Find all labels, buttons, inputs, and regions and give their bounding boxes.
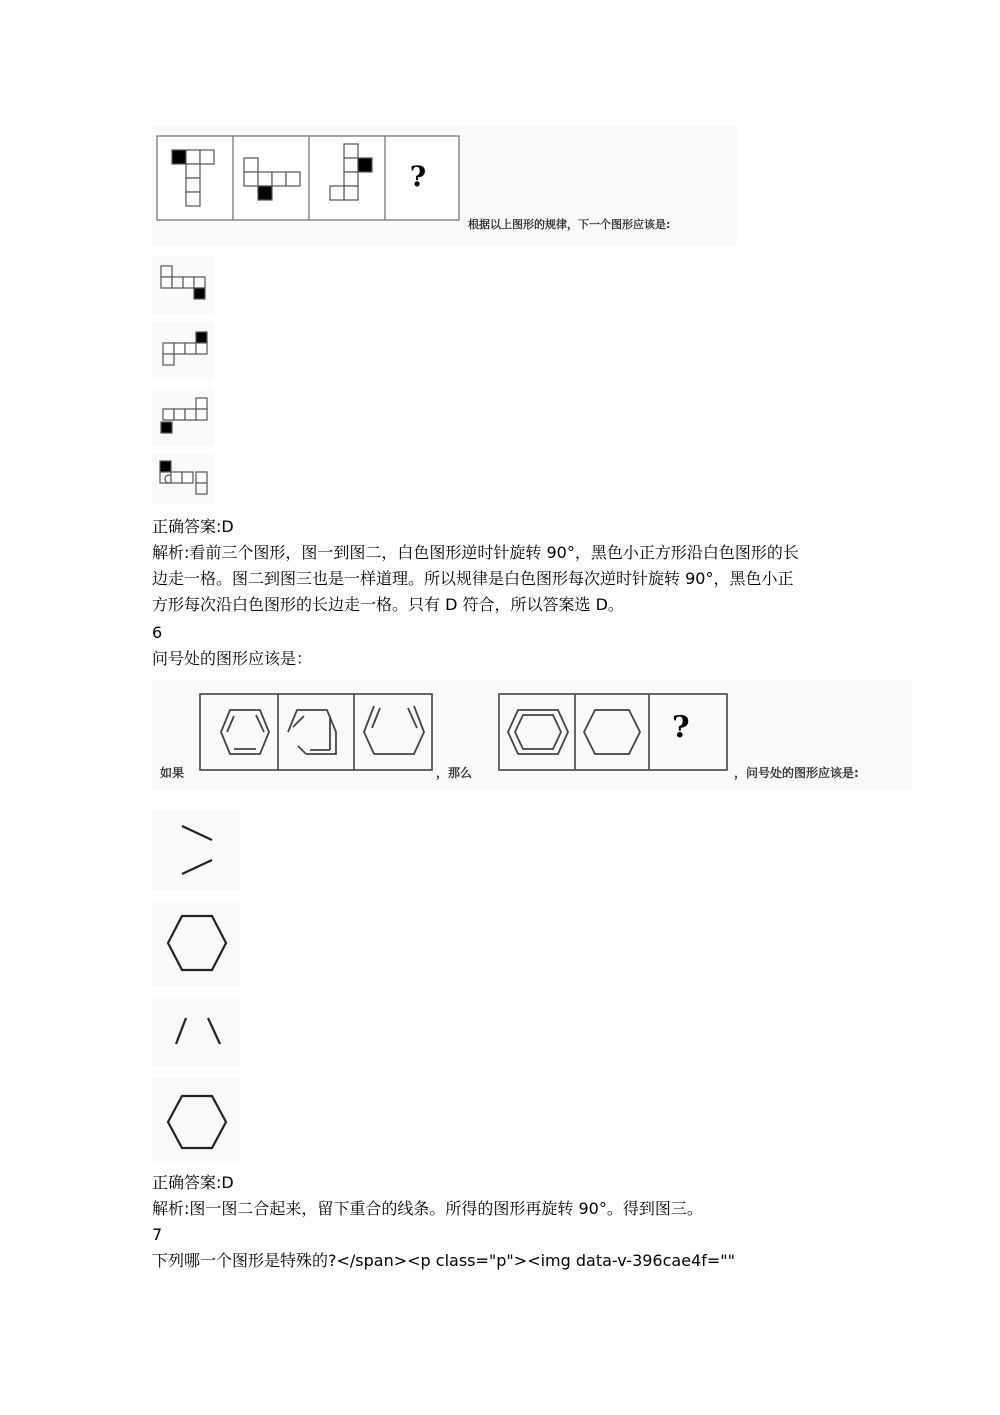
q6-if-panel1 — [221, 710, 269, 754]
q6-caption-then: ，那么 — [436, 766, 473, 780]
q5-answer: 正确答案:D — [152, 517, 234, 536]
q6-figure-strip — [152, 680, 912, 790]
q6-question: 问号处的图形应该是： — [152, 649, 313, 668]
q6-if-panel3 — [364, 706, 424, 754]
q5-analysis-line2: 边走一格。图二到图三也是一样道理。所以规律是白色图形每次逆时针旋转 90°，黑色小正 — [152, 569, 794, 588]
q7-number: 7 — [152, 1225, 163, 1244]
q6-analysis: 解析:图一图二合起来，留下重合的线条。所得的图形再旋转 90°。得到图三。 — [152, 1199, 703, 1218]
q5-option-b — [152, 322, 214, 380]
q6-number: 6 — [152, 623, 163, 642]
q5-option-d — [152, 454, 214, 504]
q5-question-mark: ? — [409, 160, 427, 193]
q5-option-c — [152, 388, 214, 446]
q6-then-panel1 — [508, 710, 568, 754]
q6-caption-ask: ，问号处的图形应该是: — [734, 766, 859, 780]
q5-option-a — [152, 256, 214, 314]
q5-analysis-line3: 方形每次沿白色图形的长边走一格。只有 D 符合，所以答案选 D。 — [152, 595, 624, 614]
q6-option-b — [152, 900, 240, 986]
q6-then-panel2 — [584, 710, 640, 754]
q7-question: 下列哪一个图形是特殊的?</span><p class="p"><img data-v-396cae4f="" — [152, 1251, 735, 1270]
q6-option-a — [152, 810, 240, 890]
q5-question-caption: 根据以上图形的规律，下一个图形应该是: — [468, 218, 671, 231]
q6-option-c — [152, 996, 240, 1066]
q6-option-d — [152, 1078, 240, 1164]
q6-caption-if: 如果 — [160, 766, 185, 780]
q6-if-panel2 — [288, 710, 336, 754]
q6-question-mark: ? — [672, 710, 690, 745]
q5-analysis-line1: 解析:看前三个图形，图一到图二，白色图形逆时针旋转 90°，黑色小正方形沿白色图形的长 — [152, 543, 799, 562]
q6-answer: 正确答案:D — [152, 1173, 234, 1192]
